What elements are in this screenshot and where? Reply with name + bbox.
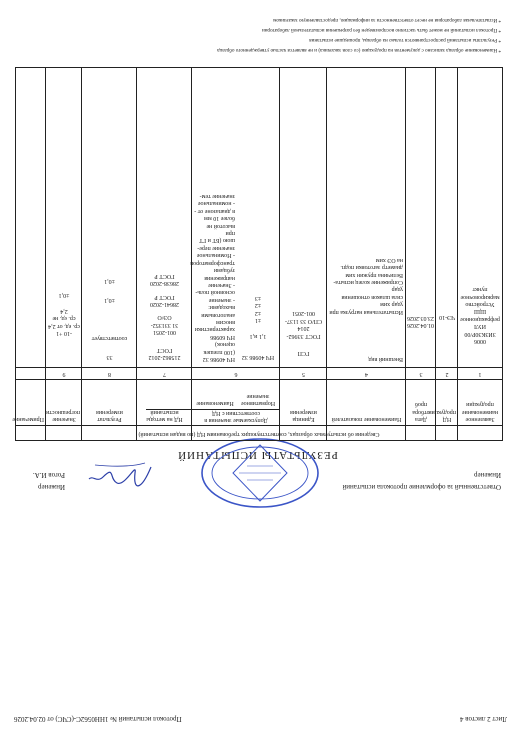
sample-date-cell: 01.04.2026 23.03.2026 (407, 314, 434, 328)
subcol-normative: Нормативное значение (240, 392, 276, 406)
col-number: 2 (445, 371, 449, 377)
col-header-product: Заявленное наименование продукции (461, 401, 499, 422)
col-header-unit: Единица измерения (290, 408, 317, 422)
organization-stamp (195, 433, 325, 513)
page-counter: Лист 2 листов 4 (459, 715, 507, 723)
footnote: * Испытательная лаборатория не несет ответственности за информацию, предоставленную заказчиком (273, 17, 501, 23)
method-notes-cell: НЧ 40986 32 (100 плешек оценок) НЧ 60986 характеристики вносим аналоговыми выходами: - значение основной поль- - Значение напряжения зубцами трансформаторов - Номинальное значение пере- шою (БТ и ГТ при высотой не более 10 мм в диапазоне от - - номинальное значение тем- (190, 193, 235, 362)
protocol-number: Протокол испытаний № 1НН0562С-(СЧС) от 02.04.2026 (14, 715, 182, 723)
col-number: 3 (419, 371, 423, 377)
col-number: 6 (234, 371, 238, 377)
results-table (12, 67, 503, 441)
col-number: 7 (163, 371, 166, 377)
right-signatory-caption: Инженер (37, 483, 65, 491)
col-number: 1 (478, 371, 482, 377)
col-header-remark: Примечание (12, 416, 44, 422)
product-name-cell: 0006 ЗИЗКЗ0Р/00 ИУЛ рефракционное ЩШ Устройство маркировочное пункт (460, 286, 500, 344)
col-number: 8 (108, 371, 111, 377)
units-cell: ГСП ГОСТ 33962- 2014 СП/О 33 1137- 001-2051 (284, 310, 323, 356)
col-number: 9 (62, 371, 66, 377)
table-top-note: Сведения об испытуемых образцах, соответствующих требованиям НД (по видам испытаний) (138, 431, 380, 437)
footnote: * Протокол испытаний не может быть частично воспроизведен без разрешения испытательной лаборатории (261, 27, 501, 33)
col-header-indicator: Наименование показателей (331, 416, 402, 422)
results-cell: 33 соответствует ±0,1 ±0,1 (91, 277, 128, 360)
subcol-name: Наименование (196, 400, 234, 406)
left-signatory-caption: Ответственный за оформление протокола испытаний (342, 483, 501, 491)
left-signatory-name: Инженер (473, 471, 501, 479)
right-signatory-name: Рогов И.А. (32, 471, 65, 479)
col-header-date: Дата отбора проб (412, 401, 430, 422)
col-header-group: Допускаемые значения в соответствии с НД (204, 409, 268, 423)
col-header-methods: НД на методы испытаний (146, 408, 183, 422)
footnote: * Наименование образца записано с документов на продукцию (со слов заказчика) и не является частью утвержденного образца (217, 47, 501, 53)
errors-cell: -10 +1 ср. ед. от 2,4 ср. ед. не 2,4 ±0,1 (48, 292, 80, 336)
col-header-result: Результат измерения (96, 408, 123, 422)
document-title: РЕЗУЛЬТАТЫ ИСПЫТАНИЙ (177, 449, 338, 461)
footnote: * Результаты испытаний распространяются только на образцы, прошедшие испытания (309, 37, 501, 43)
col-header-nd: НД продукции (428, 408, 456, 422)
handwritten-signature (85, 457, 155, 497)
col-number: 5 (302, 371, 305, 377)
col-number: 4 (365, 371, 368, 377)
col-header-error: Значение погрешности (46, 408, 80, 422)
product-nd-cell: ЧЭ-10 (439, 314, 455, 320)
methods-cell: 215862-2012 ГОСТ 001-2051 31 331352- ОЭ/О 28641-2020 ГОСТ Р 28638-2020 ГОСТ Р (148, 272, 181, 360)
normative-values-cell: НЧ 40986 32 1,1 и,1 ±1 ±2 ±2 ±3 (241, 294, 275, 360)
indicators-cell: Внешний вид Испытательная нагрузка при удар хим сила шлаков отношения удар Сопряжение колец испыта- Величина пружин хим диаметр заготовки подп. на ОЭ хим (329, 256, 403, 362)
